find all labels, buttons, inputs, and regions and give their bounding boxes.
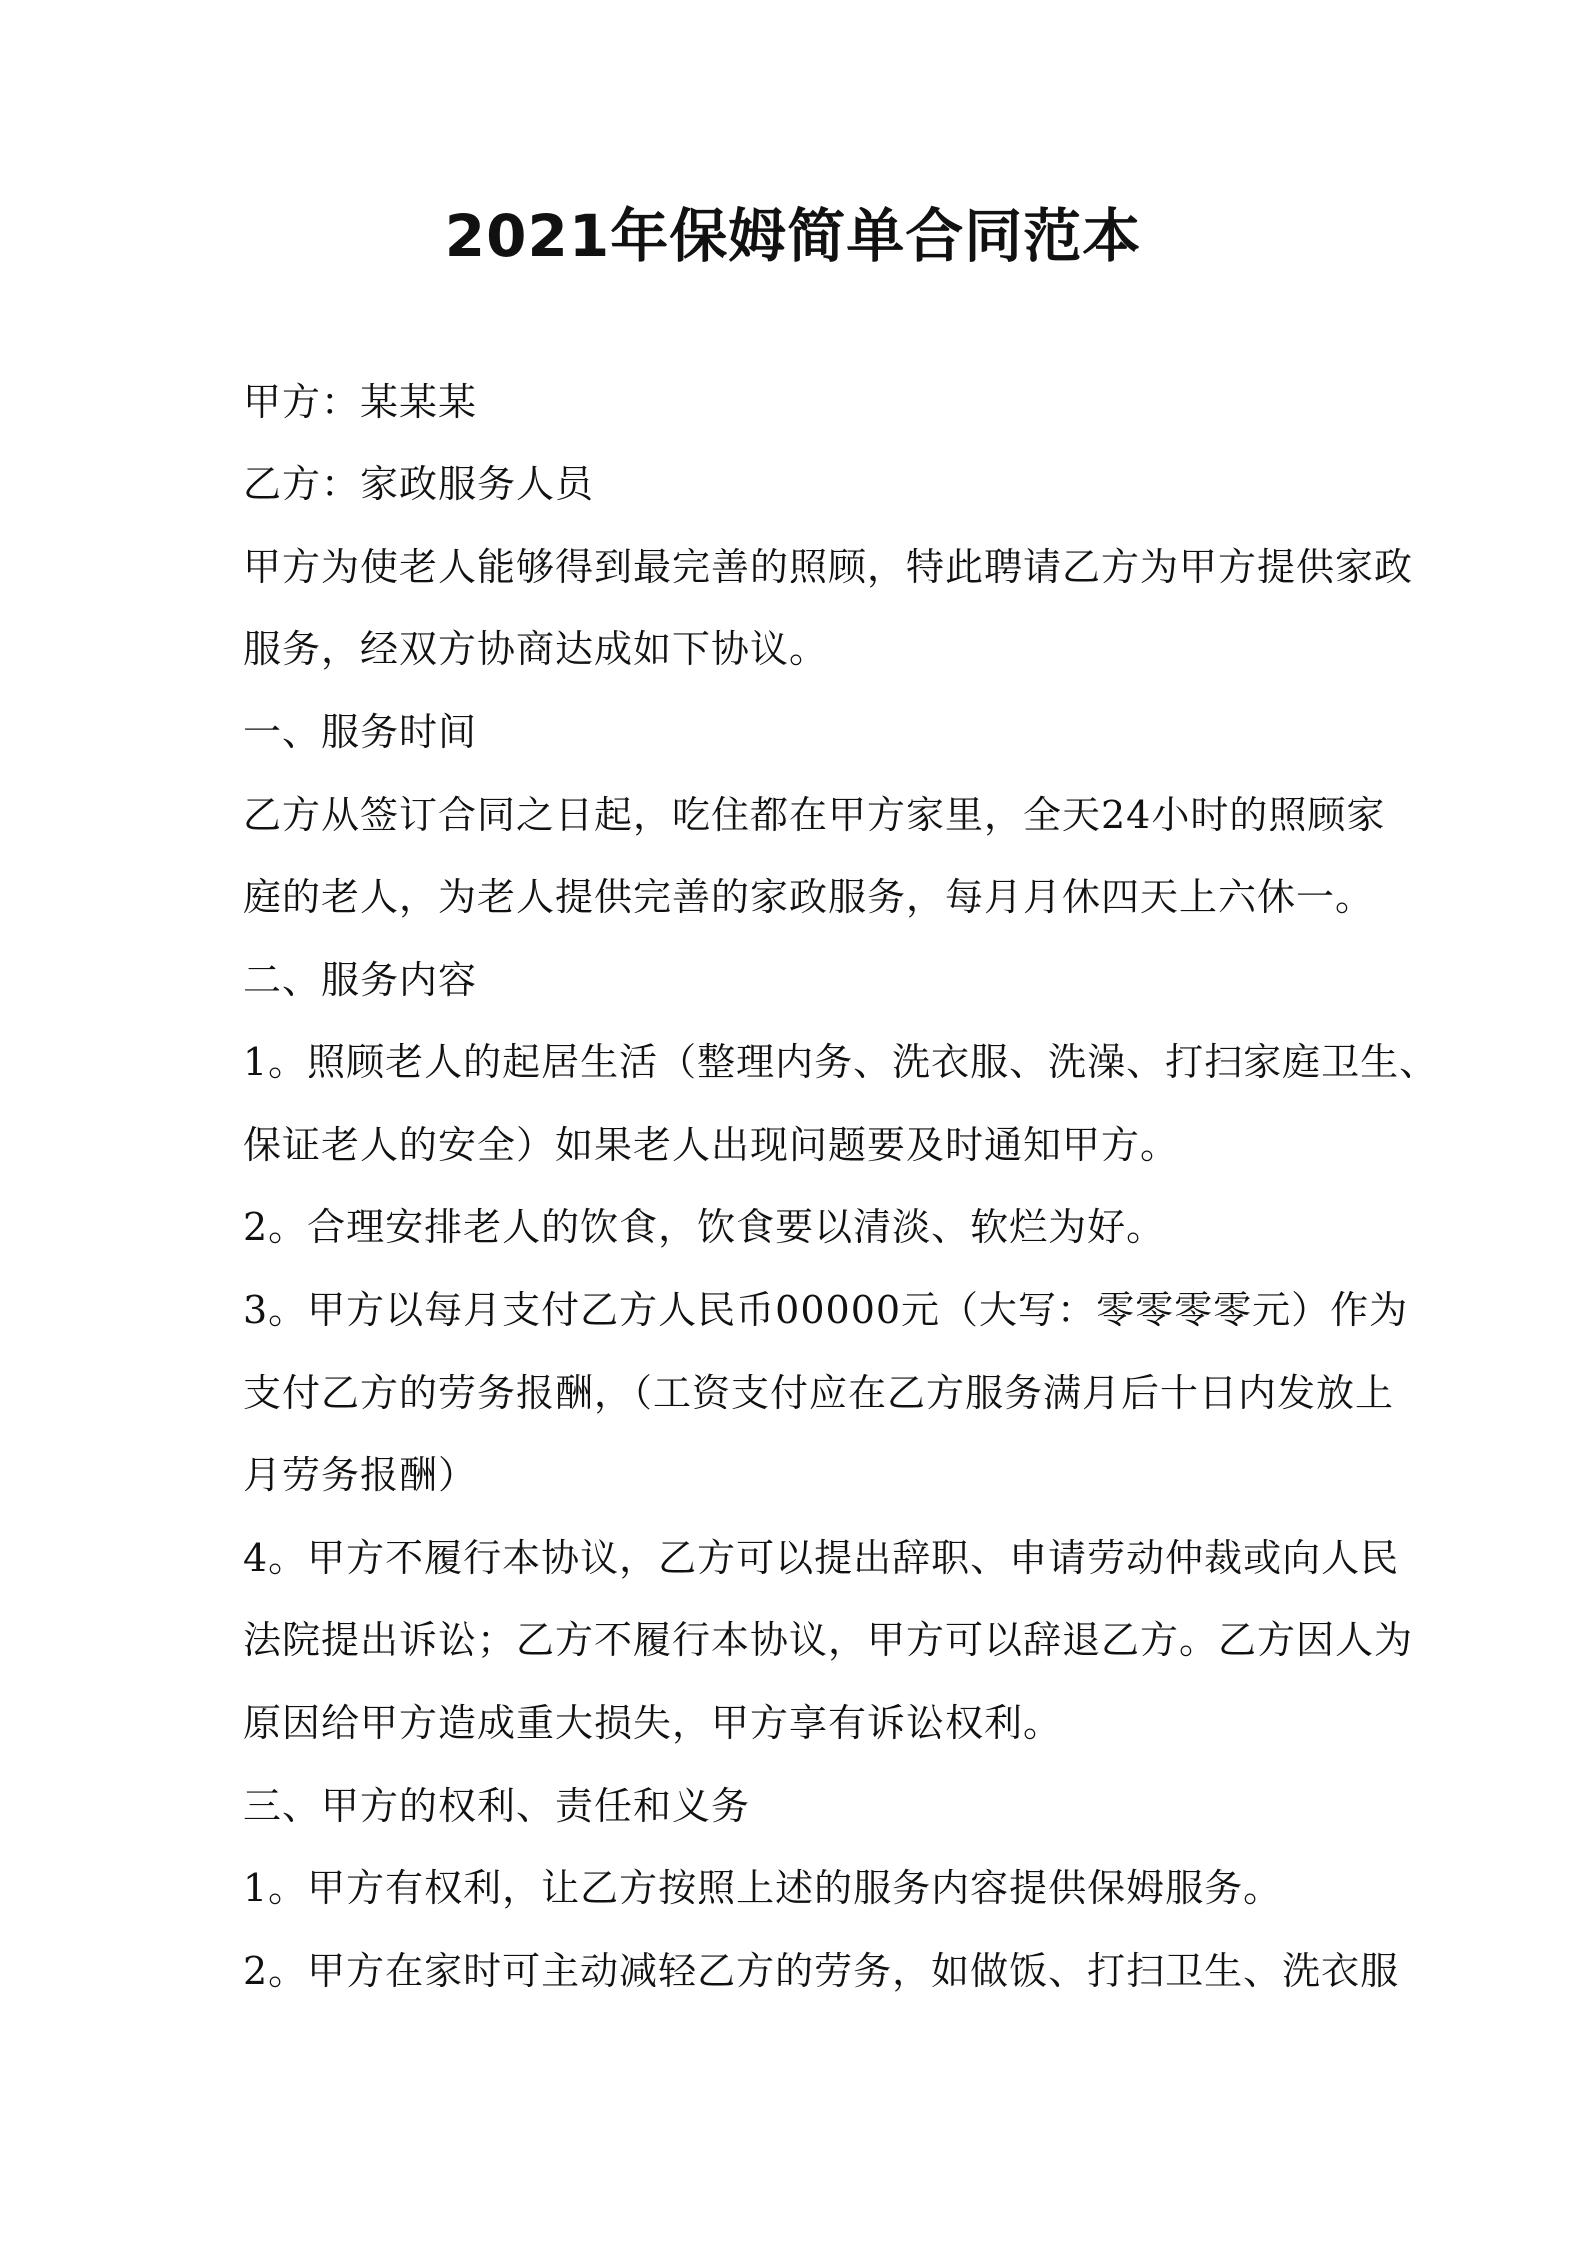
section-heading-1: 一、服务时间 <box>243 710 478 754</box>
item-2-1-line-1: 1。照顾老人的起居生活（整理内务、洗衣服、洗澡、打扫家庭卫生、 <box>243 1040 1439 1084</box>
item-3-2-line-1: 2。甲方在家时可主动减轻乙方的劳务，如做饭、打扫卫生、洗衣服 <box>243 1949 1400 1993</box>
item-2-3-line-2: 支付乙方的劳务报酬，（工资支付应在乙方服务满月后十日内发放上 <box>243 1371 1395 1415</box>
section-1-line-1: 乙方从签订合同之日起，吃住都在甲方家里，全天24小时的照顾家 <box>243 793 1386 837</box>
preamble-line-1: 甲方为使老人能够得到最完善的照顾，特此聘请乙方为甲方提供家政 <box>243 545 1414 589</box>
item-2-3-line-3: 月劳务报酬） <box>243 1453 478 1497</box>
item-2-4-line-3: 原因给甲方造成重大损失，甲方享有诉讼权利。 <box>243 1701 1063 1745</box>
party-a-line: 甲方：某某某 <box>243 380 478 424</box>
section-heading-3: 三、甲方的权利、责任和义务 <box>243 1784 751 1828</box>
preamble-line-2: 服务，经双方协商达成如下协议。 <box>243 627 829 671</box>
party-b-line: 乙方：家政服务人员 <box>243 462 595 506</box>
section-1-line-2: 庭的老人，为老人提供完善的家政服务，每月月休四天上六休一。 <box>243 875 1375 919</box>
item-2-4-line-1: 4。甲方不履行本协议，乙方可以提出辞职、申请劳动仲裁或向人民 <box>243 1536 1400 1580</box>
item-2-1-line-2: 保证老人的安全）如果老人出现问题要及时通知甲方。 <box>243 1123 1180 1167</box>
item-2-2-line-1: 2。合理安排老人的饮食，饮食要以清淡、软烂为好。 <box>243 1205 1166 1249</box>
item-2-3-line-1: 3。甲方以每月支付乙方人民币00000元（大写：零零零零元）作为 <box>243 1288 1409 1332</box>
section-heading-2: 二、服务内容 <box>243 958 478 1002</box>
item-2-4-line-2: 法院提出诉讼；乙方不履行本协议，甲方可以辞退乙方。乙方因人为 <box>243 1618 1414 1662</box>
document-title: 2021年保姆简单合同范本 <box>444 202 1142 270</box>
item-3-1-line-1: 1。甲方有权利，让乙方按照上述的服务内容提供保姆服务。 <box>243 1866 1283 1910</box>
